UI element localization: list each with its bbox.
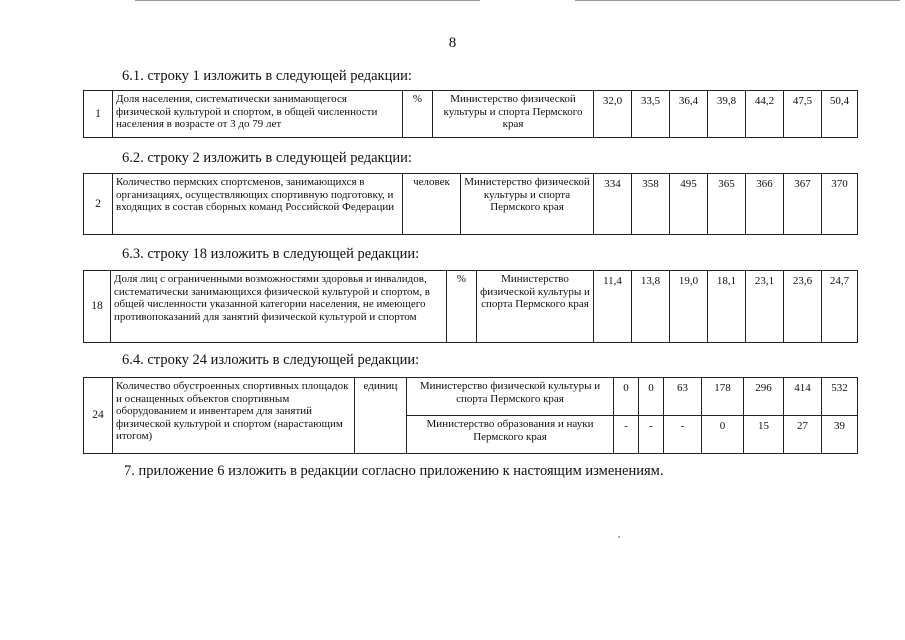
page-number: 8 <box>448 35 457 51</box>
section-heading: 6.1. строку 1 изложить в следующей редакции: <box>122 68 412 84</box>
row-number: 18 <box>84 271 111 343</box>
value-cell: 24,7 <box>822 271 858 343</box>
table-row-2 <box>83 173 858 235</box>
value-cell: 495 <box>670 174 708 235</box>
unit-cell: % <box>447 271 477 343</box>
value-cell: 33,5 <box>632 91 670 138</box>
section-heading: 6.3. строку 18 изложить в следующей редакции: <box>122 246 420 262</box>
value-cell: 296 <box>744 378 784 416</box>
section-heading: 6.2. строку 2 изложить в следующей редакции: <box>122 150 412 166</box>
value-cell: - <box>639 416 664 454</box>
value-cell: 15 <box>744 416 784 454</box>
value-cell: 414 <box>784 378 822 416</box>
value-cell: 366 <box>746 174 784 235</box>
value-cell: 0 <box>614 378 639 416</box>
value-cell: 18,1 <box>708 271 746 343</box>
organization-cell: Министерство физической культуры и спорта Пермского края <box>461 174 594 235</box>
closing-paragraph: 7. приложение 6 изложить в редакции согласно приложению к настоящим изменениям. <box>124 463 664 479</box>
value-cell: 39 <box>822 416 858 454</box>
indicator-cell: Доля лиц с ограниченными возможностями здоровья и инвалидов, систематически занимающихся физической культурой и спортом, в общей численности указанной категории населения, не имеющего противопоказаний для занятий физической культурой и спортом <box>111 271 447 343</box>
value-cell: - <box>664 416 702 454</box>
table-row-18 <box>83 270 858 343</box>
organization-cell: Министерство физической культуры и спорта Пермского края <box>477 271 594 343</box>
value-cell: 0 <box>639 378 664 416</box>
value-cell: 32,0 <box>594 91 632 138</box>
unit-cell: % <box>403 91 433 138</box>
value-cell: - <box>614 416 639 454</box>
organization-cell: Министерство физической культуры и спорта Пермского края <box>433 91 594 138</box>
value-cell: 44,2 <box>746 91 784 138</box>
value-cell: 367 <box>784 174 822 235</box>
table-row-1 <box>83 90 858 138</box>
value-cell: 27 <box>784 416 822 454</box>
scan-artifact-top <box>135 0 480 1</box>
value-cell: 19,0 <box>670 271 708 343</box>
organization-cell: Министерство образования и науки Пермского края <box>407 416 614 454</box>
value-cell: 178 <box>702 378 744 416</box>
row-number: 1 <box>84 91 113 138</box>
unit-cell: единиц <box>355 378 407 454</box>
value-cell: 13,8 <box>632 271 670 343</box>
value-cell: 23,6 <box>784 271 822 343</box>
scan-artifact-dot <box>618 536 620 538</box>
value-cell: 47,5 <box>784 91 822 138</box>
row-number: 2 <box>84 174 113 235</box>
value-cell: 11,4 <box>594 271 632 343</box>
value-cell: 358 <box>632 174 670 235</box>
value-cell: 39,8 <box>708 91 746 138</box>
unit-cell: человек <box>403 174 461 235</box>
value-cell: 23,1 <box>746 271 784 343</box>
value-cell: 370 <box>822 174 858 235</box>
scan-artifact-top <box>575 0 900 1</box>
value-cell: 36,4 <box>670 91 708 138</box>
row-number: 24 <box>84 378 113 454</box>
organization-cell: Министерство физической культуры и спорта Пермского края <box>407 378 614 416</box>
indicator-cell: Доля населения, систематически занимающегося физической культурой и спортом, в общей численности населения в возрасте от 3 до 79 лет <box>113 91 403 138</box>
value-cell: 365 <box>708 174 746 235</box>
table-row-24 <box>83 377 858 454</box>
value-cell: 63 <box>664 378 702 416</box>
value-cell: 334 <box>594 174 632 235</box>
section-heading: 6.4. строку 24 изложить в следующей редакции: <box>122 352 420 368</box>
indicator-cell: Количество пермских спортсменов, занимающихся в организациях, осуществляющих спортивную подготовку, и входящих в состав сборных команд Российской Федерации <box>113 174 403 235</box>
value-cell: 50,4 <box>822 91 858 138</box>
value-cell: 0 <box>702 416 744 454</box>
value-cell: 532 <box>822 378 858 416</box>
indicator-cell: Количество обустроенных спортивных площадок и оснащенных объектов спортивным оборудованием и инвентарем для занятий физической культурой и спортом (нарастающим итогом) <box>113 378 355 454</box>
